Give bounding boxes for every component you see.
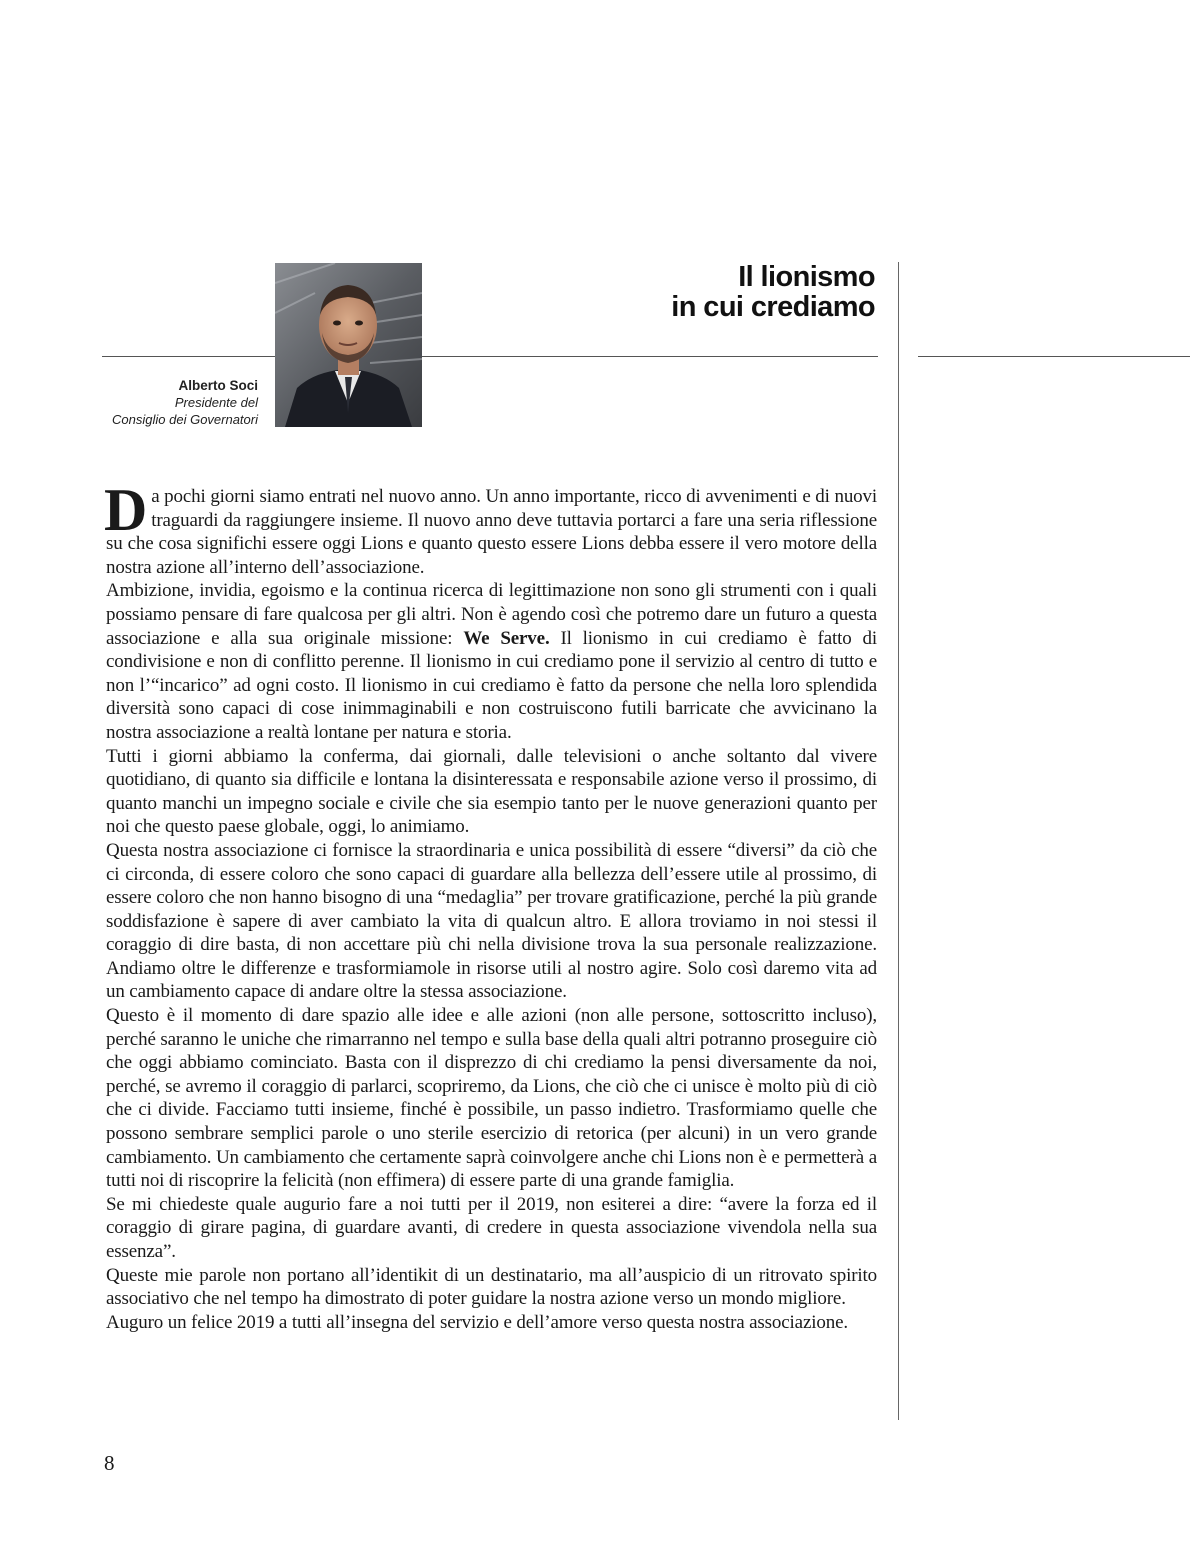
article-body — [104, 477, 877, 1334]
article-title — [671, 262, 875, 322]
author-photo — [275, 263, 422, 427]
paragraph-1 — [104, 477, 877, 579]
paragraph-1-text: a pochi giorni siamo entrati nel nuovo anno. Un anno importante, ricco di avvenimenti e di nuovi traguardi da raggiungere insieme. Il nuovo anno deve tuttavia portarci a fare una seria riflessione su che cosa significhi essere oggi Lions e quanto questo essere Lions debba essere il vero motore della nostra azione all’interno dell’associazione. — [106, 486, 877, 578]
paragraph-7: Queste mie parole non portano all’identikit di un destinatario, ma all’auspicio di un ritrovato spirito associativo che nel tempo ha dimostrato di poter guidare la nostra azione verso un mondo migliore. — [106, 1264, 877, 1310]
paragraph-8: Auguro un felice 2019 a tutti all’insegna del servizio e dell’amore verso questa nostra associazione. — [106, 1311, 848, 1333]
paragraph-2-text-b: Il lionismo in cui crediamo è fatto di condivisione e non di conflitto perenne. Il lionismo in cui crediamo pone il servizio al centro di tutto e non l’“incarico” ad ogni costo. Il lionismo in cui crediamo è fatto da persone che nella loro splendida diversità sono capaci di cose inimmaginabili e non costruiscono futili barricate che avvicinano la nostra associazione a realtà lontane per natura e storia. — [106, 627, 877, 743]
paragraph-2-text-a: Ambizione, invidia, egoismo e la continua ricerca di legittimazione non sono gli strumenti con i quali possiamo pensare di fare qualcosa per gli altri. Non è agendo così che potremo dare un futuro a questa associazione e alla sua originale missione: — [106, 580, 877, 649]
paragraph-6: Se mi chiedeste quale augurio fare a noi tutti per il 2019, non esiterei a dire: “avere la forza ed il coraggio di girare pagina, di guardare avanti, di credere in questa associazione vivendola nella sua essenza”. — [106, 1193, 877, 1262]
column-divider — [898, 262, 899, 1420]
drop-cap: D — [104, 477, 148, 543]
side-rule — [918, 356, 1190, 357]
paragraph-5: Questo è il momento di dare spazio alle idee e alle azioni (non alle persone, sottoscritto incluso), perché saranno le uniche che rimarranno nel tempo e sulla base della quali altri potranno proseguire ciò che oggi abbiamo cominciato. Basta con il disprezzo di chi crediamo la pensi diversamente da noi, perché, se avremo il coraggio di parlarci, scopriremo, da Lions, che ciò che ci unisce è molto più di ciò che ci divide. Facciamo tutti insieme, finché è possibile, un passo indietro. Trasformiamo quelle che possono sembrare semplici parole o uno sterile esercizio di retorica (per alcuni) in un vero grande cambiamento. Un cambiamento che certamente saprà coinvolgere anche chi Lions non è e permetterà a tutti noi di riscoprire la felicità (non effimera) di essere parte di una grande famiglia. — [106, 1005, 877, 1192]
header-rule — [102, 356, 878, 357]
paragraph-2 — [106, 579, 877, 744]
author-role-line-1: Presidente del — [174, 395, 258, 410]
article-title-line-1: Il lionismo — [738, 261, 875, 293]
we-serve-motto: We Serve. — [463, 627, 550, 649]
paragraph-4: Questa nostra associazione ci fornisce la straordinaria e unica possibilità di essere “diversi” da ciò che ci circonda, di essere coloro che sono capaci di guardare alla bellezza dell’essere utile al prossimo, di essere coloro che non hanno bisogno di una “medaglia” per trovare gratificazione, perché la più grande soddisfazione è sapere di aver cambiato la vita di qualcun altro. E allora troviamo in noi stessi il coraggio di dire basta, di non accettare più chi nella divisione trova la sua personale realizzazione. Andiamo oltre le differenze e trasformiamole in risorse utili al nostro agire. Solo così daremo vita ad un cambiamento capace di andare oltre la stessa associazione. — [106, 839, 877, 1003]
page-number: 8 — [104, 1451, 115, 1475]
author-name: Alberto Soci — [178, 378, 258, 393]
article-title-line-2: in cui crediamo — [671, 291, 875, 323]
author-byline — [112, 377, 258, 428]
author-role-line-2: Consiglio dei Governatori — [112, 412, 258, 427]
paragraph-3: Tutti i giorni abbiamo la conferma, dai giornali, dalle televisioni o anche soltanto dal vivere quotidiano, di quanto sia difficile e lontana la disinteressata e responsabile azione verso il prossimo, di quanto manchi un impegno sociale e civile che sia esempio tanto per le nuove generazioni quanto per noi che questo paese globale, oggi, lo animiamo. — [106, 745, 877, 838]
